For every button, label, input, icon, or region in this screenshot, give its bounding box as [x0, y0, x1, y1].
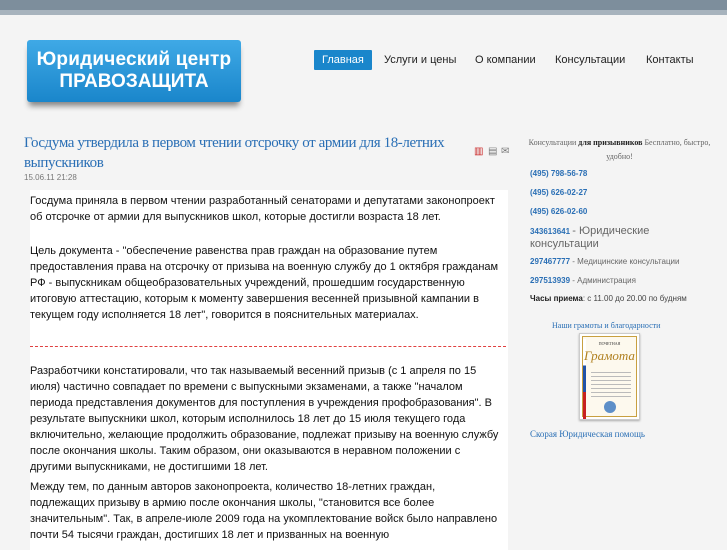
- article-title[interactable]: Госдума утвердила в первом чтении отсрочку от армии для 18-летних выпускников: [24, 135, 445, 171]
- nav-item-about[interactable]: О компании: [475, 54, 536, 66]
- phone-2[interactable]: [530, 188, 587, 197]
- email-icon[interactable]: ✉: [501, 146, 510, 157]
- phone-number: 297467777: [530, 257, 571, 266]
- logo-line2: ПРАВОЗАЩИТА: [59, 71, 209, 92]
- phone-number: (495) 626-02-60: [530, 207, 588, 216]
- certificate-image[interactable]: [579, 333, 640, 420]
- phone-number: (495) 798-56-78: [530, 169, 588, 178]
- cert-text: [591, 369, 631, 399]
- emergency-legal-link[interactable]: Скорая Юридическая помощь: [530, 429, 646, 439]
- hours-value: : с 11.00 до 20.00 по будням: [582, 294, 687, 303]
- intro-prefix: Консультации: [528, 138, 577, 147]
- nav-item-consultations[interactable]: Консультации: [555, 54, 626, 66]
- nav-item-contacts[interactable]: Контакты: [646, 54, 694, 66]
- nav-item-services[interactable]: Услуги и цены: [384, 54, 457, 66]
- intro-suffix: Бесплатно, быстро, удобно!: [606, 138, 711, 161]
- phone-number: 297513939: [530, 276, 571, 285]
- intro-bold: для призывников: [578, 138, 643, 147]
- nav-item-home[interactable]: Главная: [314, 50, 372, 70]
- article-paragraph: Разработчики констатировали, что так называемый весенний призыв (с 1 апреля по 15 июля) частично совпадает по времени с выпускными экзаменами, а также "началом периода представления документов для поступления в учреждения профобразования". В результате выпускники школ, которым исполнилось 18 лет до 15 июля текущего года включительно, желающие продолжить образование, подлежат призыву на военную службу после окончания школы. Таким образом, они оказываются в неравном положении с другими выпускниками, не достигшими 18 лет.: [30, 365, 499, 473]
- phone-number: 343613641: [530, 227, 571, 236]
- office-hours: [530, 294, 687, 303]
- cert-title: Грамота: [584, 348, 635, 363]
- phone-6[interactable]: [530, 276, 636, 285]
- sidebar-intro: [522, 136, 717, 164]
- pdf-icon[interactable]: ▥: [474, 146, 484, 157]
- article-actions: [474, 146, 514, 158]
- article-paragraph: Цель документа - "обеспечение равенства прав граждан на образование путем предоставления права на отсрочку от призыва на военную службу до 1 октября гражданам РФ - выпускникам общеобразовательных учреждений, прошедшим государственную итоговую аттестацию, которым к моменту завершения весенней призывной кампании в текущем году исполняется 18 лет", говорится в пояснительных материалах.: [30, 245, 499, 321]
- seal-icon: [604, 401, 616, 413]
- phone-3[interactable]: [530, 207, 587, 216]
- print-icon[interactable]: ▤: [488, 146, 498, 157]
- sidebar: [522, 130, 717, 164]
- article-date: 15.06.11 21:28: [24, 173, 77, 182]
- phone-number: (495) 626-02-27: [530, 188, 588, 197]
- divider: [30, 346, 506, 347]
- logo-line1: Юридический центр: [36, 49, 232, 70]
- phone-1[interactable]: [530, 169, 587, 178]
- awards-link[interactable]: Наши грамоты и благодарности: [552, 321, 661, 330]
- phone-4[interactable]: [530, 225, 710, 251]
- phone-5[interactable]: [530, 257, 679, 266]
- phone-desc: - Администрация: [572, 276, 636, 285]
- article-paragraph: Госдума приняла в первом чтении разработанный сенаторами и депутатами законопроект об отсрочке от армии для выпускников школ, которые достигли возраста 18 лет.: [30, 195, 495, 223]
- top-bar: [0, 0, 727, 10]
- cert-header: ПОЧЕТНАЯ: [598, 341, 621, 346]
- phone-desc: - Медицинские консультации: [572, 257, 680, 266]
- site-logo[interactable]: [27, 40, 241, 102]
- article-body: [30, 190, 508, 550]
- hours-label: Часы приема: [530, 294, 583, 303]
- phone-desc: - Юридические консультации: [530, 225, 650, 250]
- article-paragraph: Между тем, по данным авторов законопроекта, количество 18-летних граждан, подлежащих призыву в армию после окончания школы, "становится все более значительным". Так, в апреле-июле 2009 года на укомплектование войск было направлено почти 54 тысячи граждан, достигших 18 лет и призванных на военную: [30, 481, 498, 541]
